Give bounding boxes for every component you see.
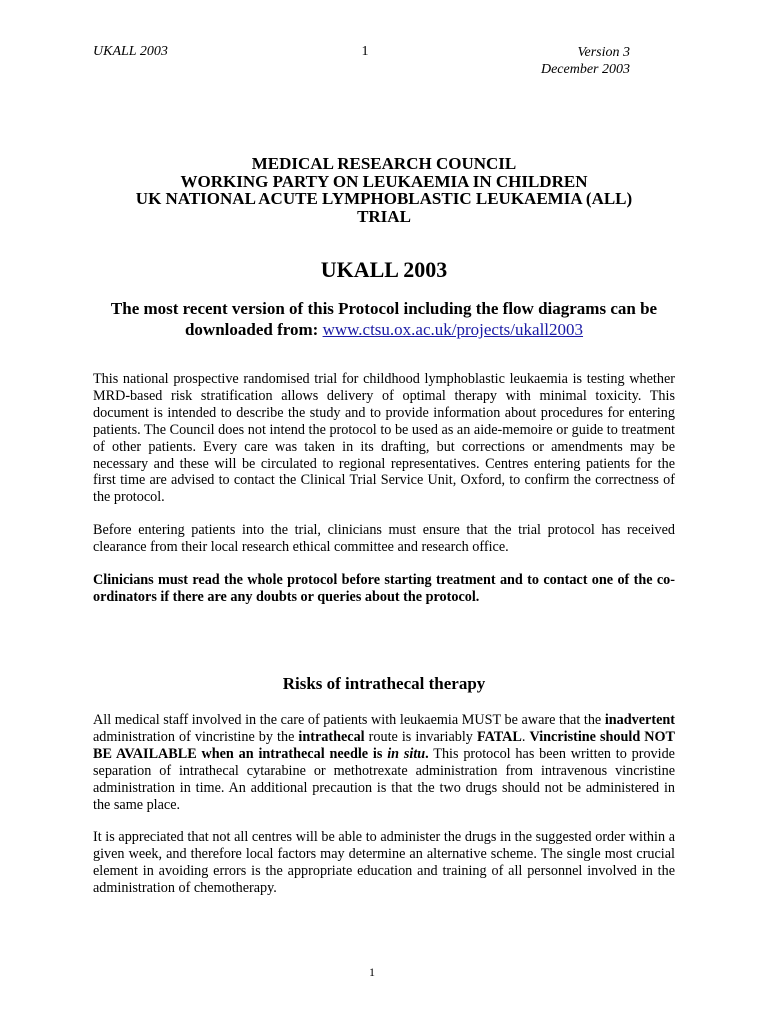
risks-text-k: This protocol has been written to provide separation of intrathecal cytarabine or methotrexate administration from intravenous vincristine administration in time. An additional precaution is that the two drugs should not be administered in the same place. xyxy=(93,745,675,813)
risks-paragraph-2: It is appreciated that not all centres will be able to administer the drugs in the suggested order within a given week, and therefore local factors may determine an alternative scheme. The single most crucial element in avoiding errors is the appropriate education and training of all personnel involved in the administration of chemotherapy. xyxy=(93,829,675,896)
clearance-paragraph: Before entering patients into the trial, clinicians must ensure that the trial protocol has received clearance from their local research ethical committee and research office. xyxy=(93,522,675,555)
risks-text-a: All medical staff involved in the care of patients with leukaemia MUST be aware that the xyxy=(93,712,602,728)
header-date: December 2003 xyxy=(540,62,630,77)
title-line-3: UK NATIONAL ACUTE LYMPHOBLASTIC LEUKAEMIA (ALL) xyxy=(135,189,633,208)
header-version: Version 3 xyxy=(577,45,630,60)
title-line-4: TRIAL xyxy=(357,206,411,226)
risks-text-g: . xyxy=(521,728,526,745)
risks-text-c: administration of vincristine by the xyxy=(93,728,299,745)
title-line-1: MEDICAL RESEARCH COUNCIL xyxy=(251,154,517,173)
risks-paragraph-1 xyxy=(93,712,675,813)
risks-period: . xyxy=(425,745,429,762)
header-version-block xyxy=(480,44,630,78)
warning-paragraph: Clinicians must read the whole protocol before starting treatment and to contact one of the co-ordinators if there are any doubts or queries about the protocol. xyxy=(93,572,675,605)
page-title: UKALL 2003 xyxy=(320,257,448,282)
download-text-line-1: The most recent version of this Protocol including the flow diagrams can be xyxy=(110,299,658,318)
risks-in-situ: in situ xyxy=(387,745,426,762)
risks-text-e: route is invariably xyxy=(364,728,477,745)
risks-inadvertent: inadvertent xyxy=(604,712,675,728)
download-label: downloaded from: xyxy=(184,320,319,339)
download-text-line-2 xyxy=(93,319,675,340)
header-trial-name: UKALL 2003 xyxy=(93,44,168,59)
intro-paragraph: This national prospective randomised trial for childhood lymphoblastic leukaemia is testing whether MRD-based risk stratification allows delivery of optimal therapy with minimal toxicity. This document is intended to describe the study and to provide information about procedures for entering patients. The Council does not intend the protocol to be used as an aide-memoire or guide to treatment of other patients. Every care was taken in its drafting, but corrections or amendments may be necessary and these will be circulated to regional representatives. Centres entering patients for the first time are advised to contact the Clinical Trial Service Unit, Oxford, to confirm the correctness of the protocol. xyxy=(93,371,675,506)
risks-vincristine-warning: Vincristine should NOT BE AVAILABLE when an intrathecal needle is xyxy=(93,728,676,762)
download-link[interactable]: www.ctsu.ox.ac.uk/projects/ukall2003 xyxy=(322,320,584,339)
risks-heading: Risks of intrathecal therapy xyxy=(282,674,486,693)
download-notice xyxy=(93,298,675,340)
risks-fatal: FATAL xyxy=(476,728,522,745)
header-page-number: 1 xyxy=(361,44,369,59)
title-line-2: WORKING PARTY ON LEUKAEMIA IN CHILDREN xyxy=(180,171,588,191)
footer-page-number: 1 xyxy=(369,965,375,979)
title-block xyxy=(93,155,675,225)
risks-intrathecal: intrathecal xyxy=(298,728,365,745)
